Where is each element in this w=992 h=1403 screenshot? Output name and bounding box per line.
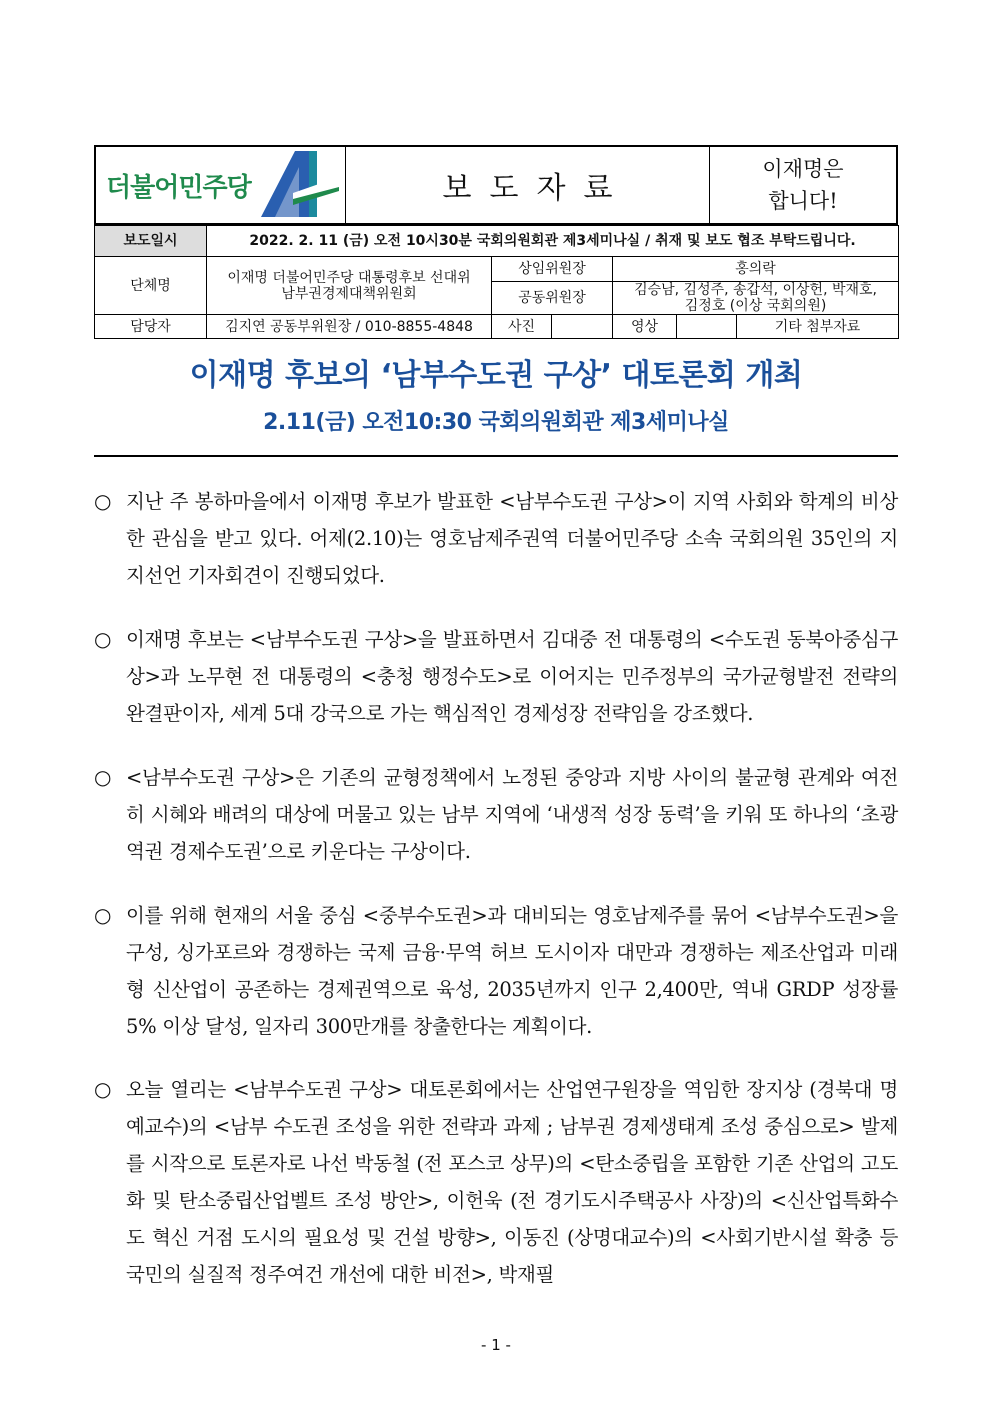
headline-title: 이재명 후보의 ‘남부수도권 구상’ 대토론회 개최 xyxy=(189,358,803,393)
press-release-header xyxy=(94,145,898,225)
organization-label: 단체명 xyxy=(95,257,207,315)
contact-row xyxy=(95,315,899,339)
headline-divider xyxy=(94,455,898,457)
body-paragraph-4 xyxy=(94,897,898,1045)
photo-value xyxy=(552,315,613,339)
body-paragraph-3 xyxy=(94,759,898,870)
bullet-icon: ○ xyxy=(94,627,112,651)
release-time-label: 보도일시 xyxy=(95,226,207,257)
contact-label: 담당자 xyxy=(95,315,207,339)
release-time-value: 2022. 2. 11 (금) 오전 10시30분 국회의원회관 제3세미나실 / 취재 및 보도 협조 부탁드립니다. xyxy=(207,226,899,257)
slogan-line-1: 이재명은 xyxy=(762,157,844,181)
bullet-icon: ○ xyxy=(94,765,112,789)
release-info-table xyxy=(94,225,899,339)
campaign-slogan xyxy=(710,147,896,223)
party-logo xyxy=(96,147,346,223)
body-paragraph-5 xyxy=(94,1071,898,1291)
bullet-icon: ○ xyxy=(94,489,112,513)
standing-chair-value: 홍의락 xyxy=(613,257,899,282)
slogan-line-2: 합니다! xyxy=(768,189,838,213)
body-paragraph-2 xyxy=(94,621,898,732)
press-release-title: 보도자료 xyxy=(346,147,710,223)
body-paragraph-1 xyxy=(94,483,898,594)
organization-line-1: 이재명 더불어민주당 대통령후보 선대위 xyxy=(227,269,471,286)
contact-value: 김지연 공동부위원장 / 010-8855-4848 xyxy=(207,315,492,339)
attachment-label: 기타 첨부자료 xyxy=(737,315,899,339)
video-label: 영상 xyxy=(613,315,677,339)
photo-label: 사진 xyxy=(492,315,552,339)
organization-row xyxy=(95,257,899,282)
organization-value xyxy=(207,257,492,315)
paragraph-text: 이를 위해 현재의 서울 중심 <중부수도권>과 대비되는 영호남제주를 묶어 <남부수도권>을 구성, 싱가포르와 경쟁하는 국제 금융·무역 허브 도시이자 대만과 경쟁하는 제조산업과 미래형 신산업이 공존하는 경제권역으로 육성, 2035년까지 인구 2,400만, 역내 GRDP 성장률 5% 이상 달성, 일자리 300만개를 창출한다는 계획이다. xyxy=(126,904,898,1038)
organization-line-2: 남부권경제대책위원회 xyxy=(281,285,417,302)
bullet-icon: ○ xyxy=(94,903,112,927)
paragraph-text: 지난 주 봉하마을에서 이재명 후보가 발표한 <남부수도권 구상>이 지역 사회와 학계의 비상한 관심을 받고 있다. 어제(2.10)는 영호남제주권역 더불어민주당 소속 국회의원 35인의 지지선언 기자회견이 진행되었다. xyxy=(126,490,898,587)
page-number: - 1 - xyxy=(481,1336,511,1354)
party-emblem-icon xyxy=(253,147,345,225)
video-value xyxy=(677,315,737,339)
co-chair-value xyxy=(613,282,899,315)
co-chair-line-2: 김정호 (이상 국회의원) xyxy=(684,298,827,314)
headline-subtitle: 2.11(금) 오전10:30 국회의원회관 제3세미나실 xyxy=(263,410,729,435)
release-time-row xyxy=(95,226,899,257)
co-chair-label: 공동위원장 xyxy=(492,282,613,315)
co-chair-line-1: 김승남, 김성주, 송갑석, 이상헌, 박재호, xyxy=(634,282,877,298)
party-logo-text: 더불어민주당 xyxy=(106,172,251,203)
paragraph-text: 이재명 후보는 <남부수도권 구상>을 발표하면서 김대중 전 대통령의 <수도권 동북아중심구상>과 노무현 전 대통령의 <충청 행정수도>로 이어지는 민주정부의 국가균형발전 전략의 완결판이자, 세계 5대 강국으로 가는 핵심적인 경제성장 전략임을 강조했다. xyxy=(126,628,898,725)
paragraph-text: 오늘 열리는 <남부수도권 구상> 대토론회에서는 산업연구원장을 역임한 장지상 (경북대 명예교수)의 <남부 수도권 조성을 위한 전략과 과제 ; 남부권 경제생태계 조성 중심으로> 발제를 시작으로 토론자로 나선 박동철 (전 포스코 상무)의 <탄소중립을 포함한 기존 산업의 고도화 및 탄소중립산업벨트 조성 방안>, 이헌욱 (전 경기도시주택공사 사장)의 <신산업특화수도 혁신 거점 도시의 필요성 및 건설 방향>, 이동진 (상명대교수)의 <사회기반시설 확충 등 국민의 실질적 정주여건 개선에 대한 비전>, 박재필 xyxy=(126,1078,898,1286)
bullet-icon: ○ xyxy=(94,1077,112,1101)
standing-chair-label: 상임위원장 xyxy=(492,257,613,282)
paragraph-text: <남부수도권 구상>은 기존의 균형정책에서 노정된 중앙과 지방 사이의 불균형 관계와 여전히 시혜와 배려의 대상에 머물고 있는 남부 지역에 ‘내생적 성장 동력’을 키워 또 하나의 ‘초광역권 경제수도권’으로 키운다는 구상이다. xyxy=(126,766,898,863)
